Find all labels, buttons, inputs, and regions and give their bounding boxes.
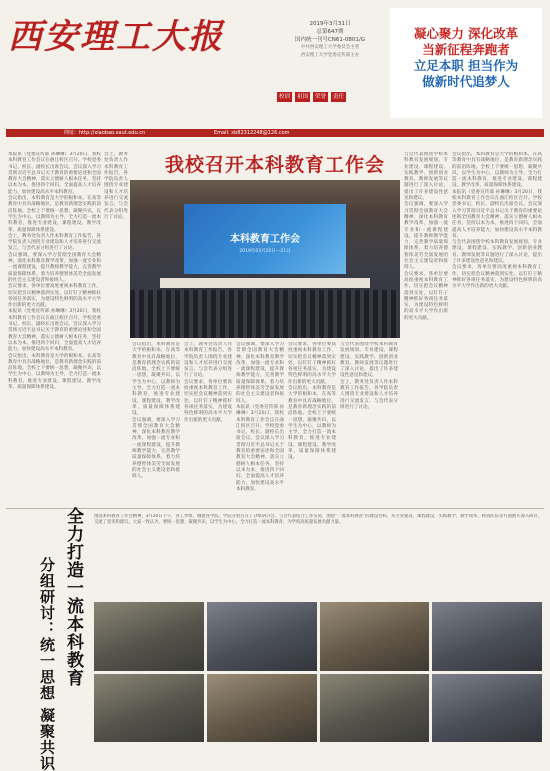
sub-article-text: 围绕本科教育工作会精神，3月20日下午，各工作组，城建各学院、学院分别召开了分组研讨会。与会代表结合工作实际，围绕“一流本科教育”的建设目标，从专业建设、课程建设、实践教学、教学改革、师资队伍等方面展开深入研讨，交流了意见和建议。大家一致认为，要统一思想、凝聚共识，以学生为中心，全力打造一流本科教育，为学校高质量发展贡献力量。: [94, 514, 542, 526]
article-text: 会议强调，要深入学习贯彻全国教育大会精神，深化本科教育教学改革，加强一流专业和一流课程建设，提升教师教学能力，完善教学质量保障体系，着力培养德智体美劳全面发展的社会主义建设者和接班人。: [132, 417, 180, 480]
group-photo: [320, 674, 430, 743]
article-text: 会上，教务处负责人作本科教育工作报告，各学院负责人围绕专业建设和人才培养进行交流发言，与会代表分组进行了讨论。: [8, 233, 101, 252]
article-column: [236, 342, 284, 507]
screen-title: 本科教育工作会: [230, 234, 300, 245]
page-headline: 我校召开本科教育工作会: [164, 154, 385, 176]
group-photo: [207, 674, 317, 743]
article-text: 本报讯（党委宣传部 孙琳琳）3月20日，我校本科教育工作会议在曲江校区召开。学校党委书记、校长、副校长出席会议。会议深入学习贯彻习近平总书记关于教育的重要论述和全国教育大会精神，落实立德树人根本任务，坚持以本为本，推进四个回归，全面提高人才培养能力，加快建设高水平本科教育。: [236, 404, 284, 492]
article-text: 会议强调，要深入学习贯彻全国教育大会精神，深化本科教育教学改革，加强一流专业和一流课程建设，提升教师教学能力，完善教学质量保障体系，着力培养德智体美劳全面发展的社会主义建设者和接班人。: [8, 252, 101, 283]
tag: 荣誉: [315, 94, 327, 100]
slogan-line: 立足本职 担当作为: [413, 58, 519, 73]
article-text: 会议指出，本科教育是大学的根和本，在高等教育中具有战略地位，是教育新理念实践的前沿阵地。全校上下要统一思想，凝聚共识，以学生为中心，以教师为主导，全力打造一流本科教育，推进专业建设、课程建设、教学改革、质量保障体系建设。: [8, 353, 101, 390]
article-text: 本报讯（党委宣传部 孙琳琳）3月20日，我校本科教育工作会议在曲江校区召开。学校党委书记、校长、副校长出席会议。会议深入学习贯彻习近平总书记关于教育的重要论述和全国教育大会精神，落实立德树人根本任务，坚持以本为本，推进四个回归，全面提高人才培养能力，加快建设高水平本科教育。: [8, 152, 101, 195]
article-text: 本报讯（党委宣传部 孙琳琳）3月20日，我校本科教育工作会议在曲江校区召开。学校党委书记、校长、副校长出席会议。会议深入学习贯彻习近平总书记关于教育的重要论述和全国教育大会精神，落实立德树人根本任务，坚持以本为本，推进四个回归，全面提高人才培养能力，加快建设高水平本科教育。: [8, 309, 101, 353]
article-text: 会议强调，要深入学习贯彻全国教育大会精神，深化本科教育教学改革，加强一流专业和一流课程建设，提升教师教学能力，完善教学质量保障体系，着力培养德智体美劳全面发展的社会主义建设者和接班人。: [236, 342, 284, 404]
article-column: [184, 342, 232, 507]
group-photo: [320, 602, 430, 671]
article-text: 会议指出，本科教育是大学的根和本，在高等教育中具有战略地位，是教育新理念实践的前沿阵地。全校上下要统一思想，凝聚共识，以学生为中心，以教师为主导，全力打造一流本科教育，推进专业建设、课程建设、教学改革、质量保障体系建设。: [452, 152, 542, 189]
slogan-line: 凝心聚力 深化改革: [413, 26, 519, 41]
article-text: 会议指出，本科教育是大学的根和本，在高等教育中具有战略地位，是教育新理念实践的前沿阵地。全校上下要统一思想，凝聚共识，以学生为中心，以教师为主导，全力打造一流本科教育，推进专业建设、课程建设、教学改革、质量保障体系建设。: [288, 386, 336, 461]
photo-grid: [94, 602, 542, 742]
article-text: 会议要求，各单位要高度重视本科教育工作，切实把会议精神落到实处，以钉钉子精神抓好各项任务落实，为建设特色鲜明的高水平大学作出新的更大贡献。: [452, 265, 542, 290]
issue-number: 总第647期: [316, 29, 344, 35]
article-column: [340, 342, 398, 507]
article-text: 会议指出，本科教育是大学的根和本，在高等教育中具有战略地位，是教育新理念实践的前沿阵地。全校上下要统一思想，凝聚共识，以学生为中心，以教师为主导，全力打造一流本科教育，推进专业建设、课程建设、教学改革、质量保障体系建设。: [132, 342, 180, 417]
audience: [130, 290, 400, 338]
conference-photo: [130, 180, 400, 338]
email-link[interactable]: Email: xb82312248@126.com: [214, 130, 290, 136]
stage-table: [160, 278, 370, 288]
article-text: 会上，教务处负责人作本科教育工作报告，各学院负责人围绕专业建设和人才培养进行交流发言，与会代表分组进行了讨论。: [104, 152, 128, 220]
group-photo: [432, 602, 542, 671]
screen-subtitle: 2019年03月20日—21日: [239, 249, 291, 254]
article-text: 会议要求，各单位要高度重视本科教育工作，切实把会议精神落到实处，以钉钉子精神抓好各项任务落实，为建设特色鲜明的高水平大学作出新的更大贡献。: [288, 342, 336, 385]
group-photo: [432, 674, 542, 743]
motto-tags: [277, 92, 346, 102]
article-text: 与会代表围绕学校本科教育发展规划、专业建设、课程建设、实践教学、创新创业教育、教师发展等议题进行了深入讨论，提出了许多建设性意见和建议。: [340, 342, 398, 379]
cn-number: 国内统一刊号CN61-0801/G: [294, 37, 366, 43]
article-column: [104, 152, 128, 497]
publisher-1: 中共西安理工大学委员会主管: [300, 45, 360, 50]
article-text: 会议指出，本科教育是大学的根和本，在高等教育中具有战略地位，是教育新理念实践的前沿阵地。全校上下要统一思想，凝聚共识，以学生为中心，以教师为主导，全力打造一流本科教育，推进专业建设、课程建设、教学改革、质量保障体系建设。: [8, 196, 101, 233]
article-text: 本报讯（党委宣传部 孙琳琳）3月20日，我校本科教育工作会议在曲江校区召开。学校党委书记、校长、副校长出席会议。会议深入学习贯彻习近平总书记关于教育的重要论述和全国教育大会精神，落实立德树人根本任务，坚持以本为本，推进四个回归，全面提高人才培养能力，加快建设高水平本科教育。: [452, 189, 542, 239]
article-column: [452, 152, 542, 507]
slogan-line: 当新征程奔跑者: [422, 42, 510, 57]
article-text: 与会代表围绕学校本科教育发展规划、专业建设、课程建设、实践教学、创新创业教育、教师发展等议题进行了深入讨论，提出了许多建设性意见和建议。: [404, 152, 448, 202]
article-text: 会上，教务处负责人作本科教育工作报告，各学院负责人围绕专业建设和人才培养进行交流发言，与会代表分组进行了讨论。: [184, 342, 232, 379]
sub-article-headline: [6, 503, 90, 771]
issue-date: 2019年3月31日: [309, 21, 351, 27]
article-text: 与会代表围绕学校本科教育发展规划、专业建设、课程建设、实践教学、创新创业教育、教师发展等议题进行了深入讨论，提出了许多建设性意见和建议。: [452, 240, 542, 265]
article-text: 会上，教务处负责人作本科教育工作报告，各学院负责人围绕专业建设和人才培养进行交流发言，与会代表分组进行了讨论。: [340, 379, 398, 410]
info-bar: [6, 129, 544, 137]
group-photo: [94, 602, 204, 671]
slogan-block: [390, 8, 542, 118]
tag: 祖国: [297, 94, 309, 100]
article-text: 会议强调，要深入学习贯彻全国教育大会精神，深化本科教育教学改革，加强一流专业和一流课程建设，提升教师教学能力，完善教学质量保障体系，着力培养德智体美劳全面发展的社会主义建设者和接班人。: [404, 202, 448, 271]
headline-line: 分组研讨：统一思想 凝聚共识: [38, 557, 56, 771]
publisher-2: 西安理工大学党委宣传部主办: [300, 53, 360, 58]
group-photo: [94, 674, 204, 743]
website-link[interactable]: 网址：http://xiaobao.xaut.edu.cn: [64, 130, 146, 136]
tag: 责任: [333, 94, 345, 100]
article-text: 会议要求，各单位要高度重视本科教育工作，切实把会议精神落到实处，以钉钉子精神抓好各项任务落实，为建设特色鲜明的高水平大学作出新的更大贡献。: [8, 284, 101, 309]
article-text: 会议要求，各单位要高度重视本科教育工作，切实把会议精神落到实处，以钉钉子精神抓好各项任务落实，为建设特色鲜明的高水平大学作出新的更大贡献。: [184, 379, 232, 423]
group-photo: [207, 602, 317, 671]
article-column: [8, 152, 101, 497]
article-text: 会议要求，各单位要高度重视本科教育工作，切实把会议精神落到实处，以钉钉子精神抓好各项任务落实，为建设特色鲜明的高水平大学作出新的更大贡献。: [404, 271, 448, 321]
article-column: [288, 342, 336, 507]
issue-info: [280, 20, 380, 74]
article-column: [404, 152, 448, 507]
headline-line: 全力打造一流本科教育: [63, 507, 83, 687]
slogan-line: 做新时代追梦人: [422, 74, 510, 89]
tag: 校训: [279, 94, 291, 100]
article-column: [132, 342, 180, 507]
projection-screen: [184, 204, 346, 274]
masthead-title: 西安理工大报: [8, 17, 224, 57]
